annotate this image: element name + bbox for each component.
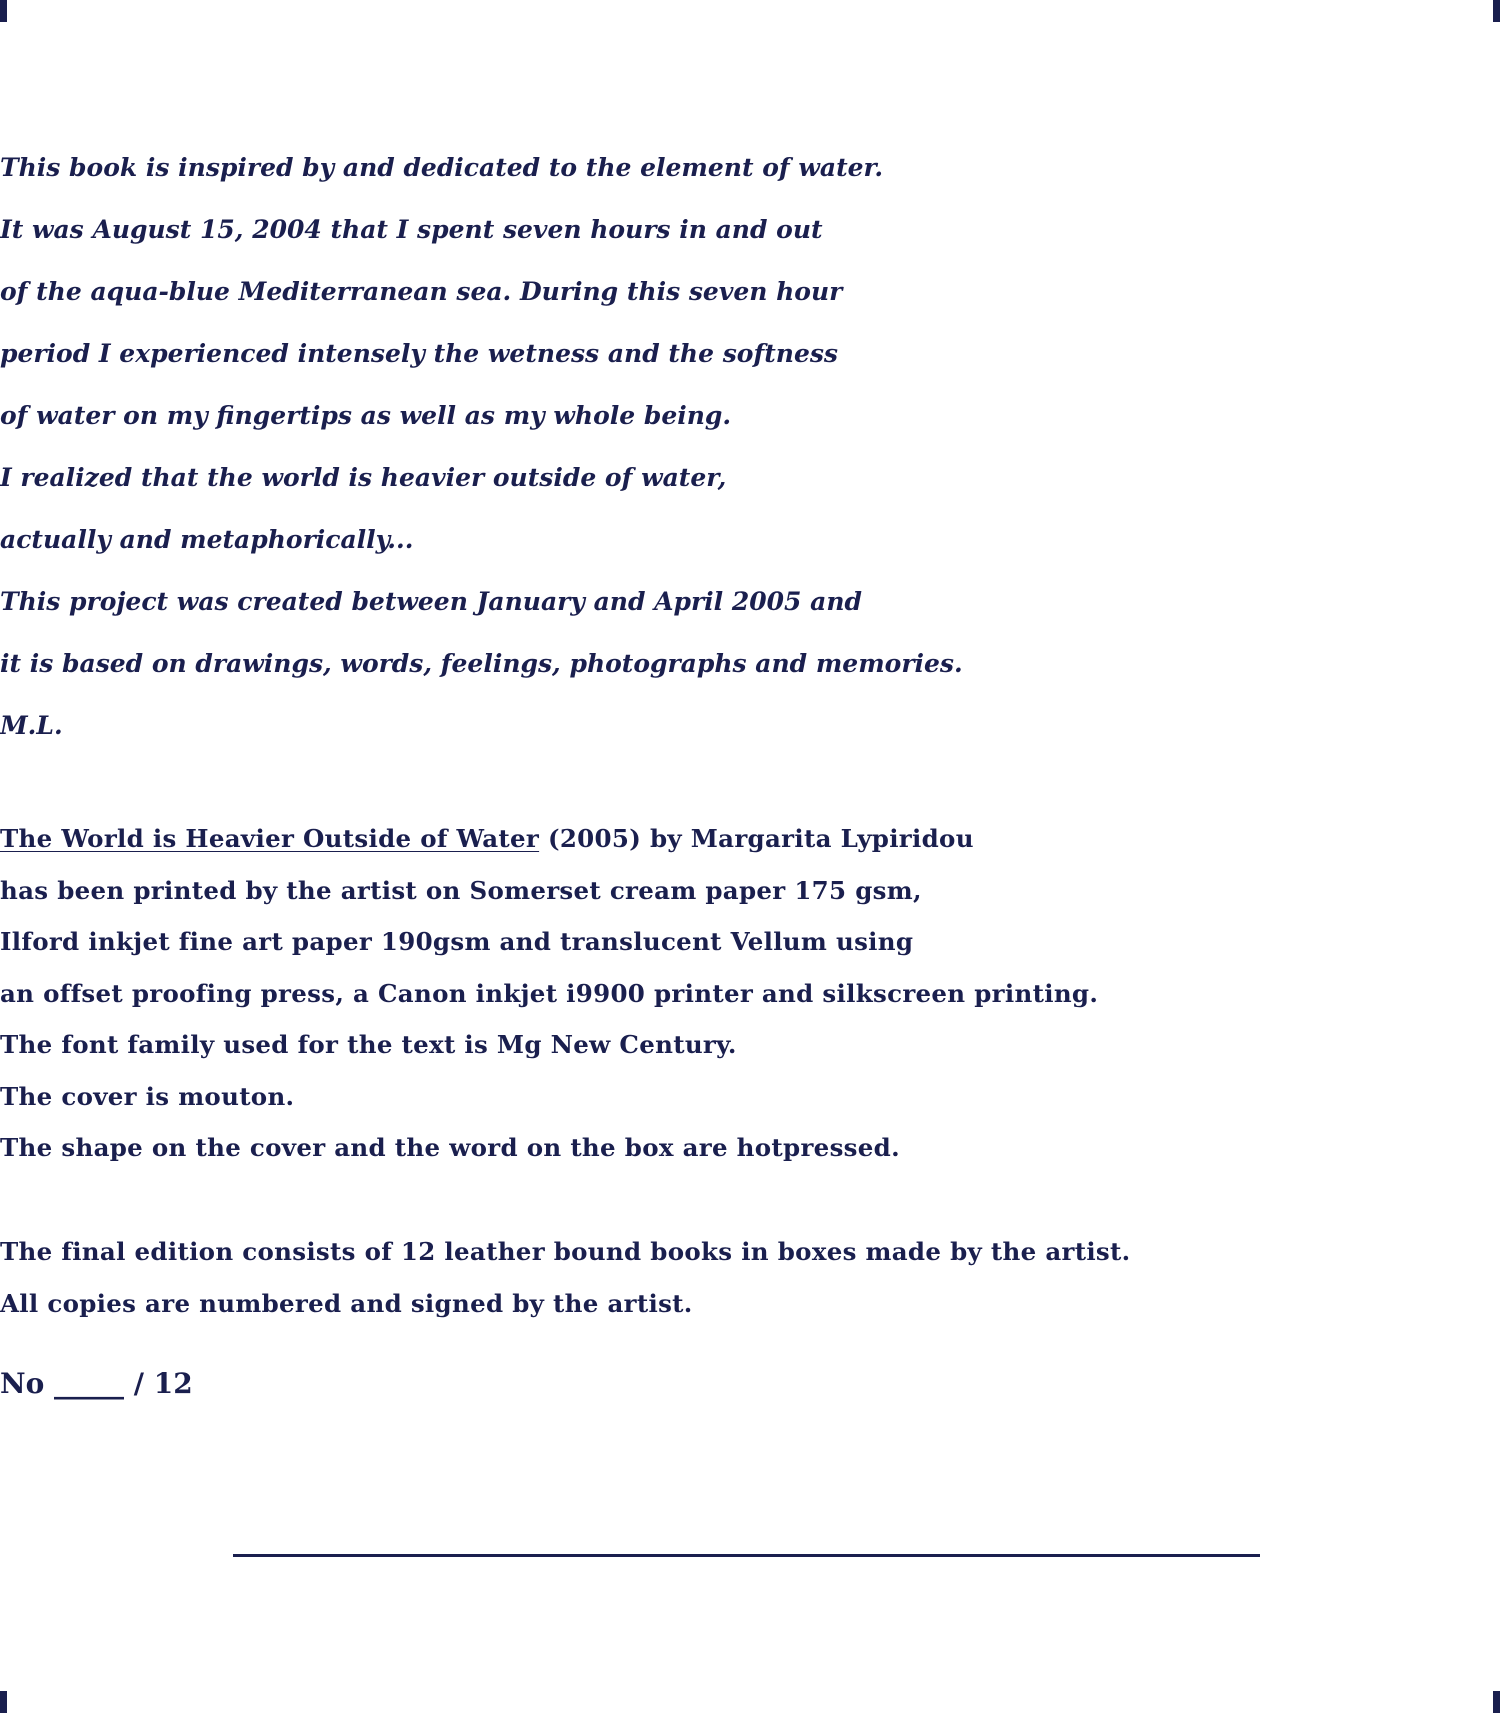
dedication-line: of water on my fingertips as well as my whole being.: [0, 401, 732, 430]
author-initials: M.L.: [0, 711, 63, 740]
dedication-line: it is based on drawings, words, feelings, photographs and memories.: [0, 649, 963, 678]
dedication-line: of the aqua-blue Mediterranean sea. During this seven hour: [0, 277, 843, 306]
colophon-line: Ilford inkjet fine art paper 190gsm and translucent Vellum using: [0, 927, 914, 956]
crop-mark-bottom-right: [1493, 1691, 1500, 1713]
edition-text: [0, 1232, 1500, 1335]
dedication-line: I realized that the world is heavier outside of water,: [0, 463, 727, 492]
dedication-line: actually and metaphorically...: [0, 525, 414, 554]
dedication-line: period I experienced intensely the wetness and the softness: [0, 339, 839, 368]
dedication-line: This project was created between January and April 2005 and: [0, 587, 863, 616]
colophon-text: [0, 819, 1500, 1180]
edition-line: The final edition consists of 12 leather bound books in boxes made by the artist.: [0, 1237, 1131, 1266]
crop-mark-top-right: [1493, 0, 1500, 22]
crop-mark-bottom-left: [0, 1691, 7, 1713]
dedication-line: This book is inspired by and dedicated to the element of water.: [0, 153, 884, 182]
edition-line: All copies are numbered and signed by the artist.: [0, 1288, 693, 1318]
colophon-line: The font family used for the text is Mg New Century.: [0, 1030, 737, 1059]
colophon-line: The cover is mouton.: [0, 1081, 295, 1111]
colophon-line: an offset proofing press, a Canon inkjet i9900 printer and silkscreen printing.: [0, 978, 1099, 1008]
dedication-line: It was August 15, 2004 that I spent seven hours in and out: [0, 215, 823, 244]
colophon-title-line: [0, 819, 1500, 871]
signature-line: [233, 1554, 1260, 1557]
book-title: The World is Heavier Outside of Water: [0, 824, 540, 853]
colophon-line: has been printed by the artist on Somerset cream paper 175 gsm,: [0, 875, 922, 905]
edition-number: No _____ / 12: [0, 1367, 193, 1400]
book-title-suffix: (2005) by Margarita Lypiridou: [539, 824, 974, 853]
crop-mark-top-left: [0, 0, 7, 22]
dedication-text: [0, 146, 1500, 766]
colophon-line: The shape on the cover and the word on the box are hotpressed.: [0, 1133, 900, 1162]
